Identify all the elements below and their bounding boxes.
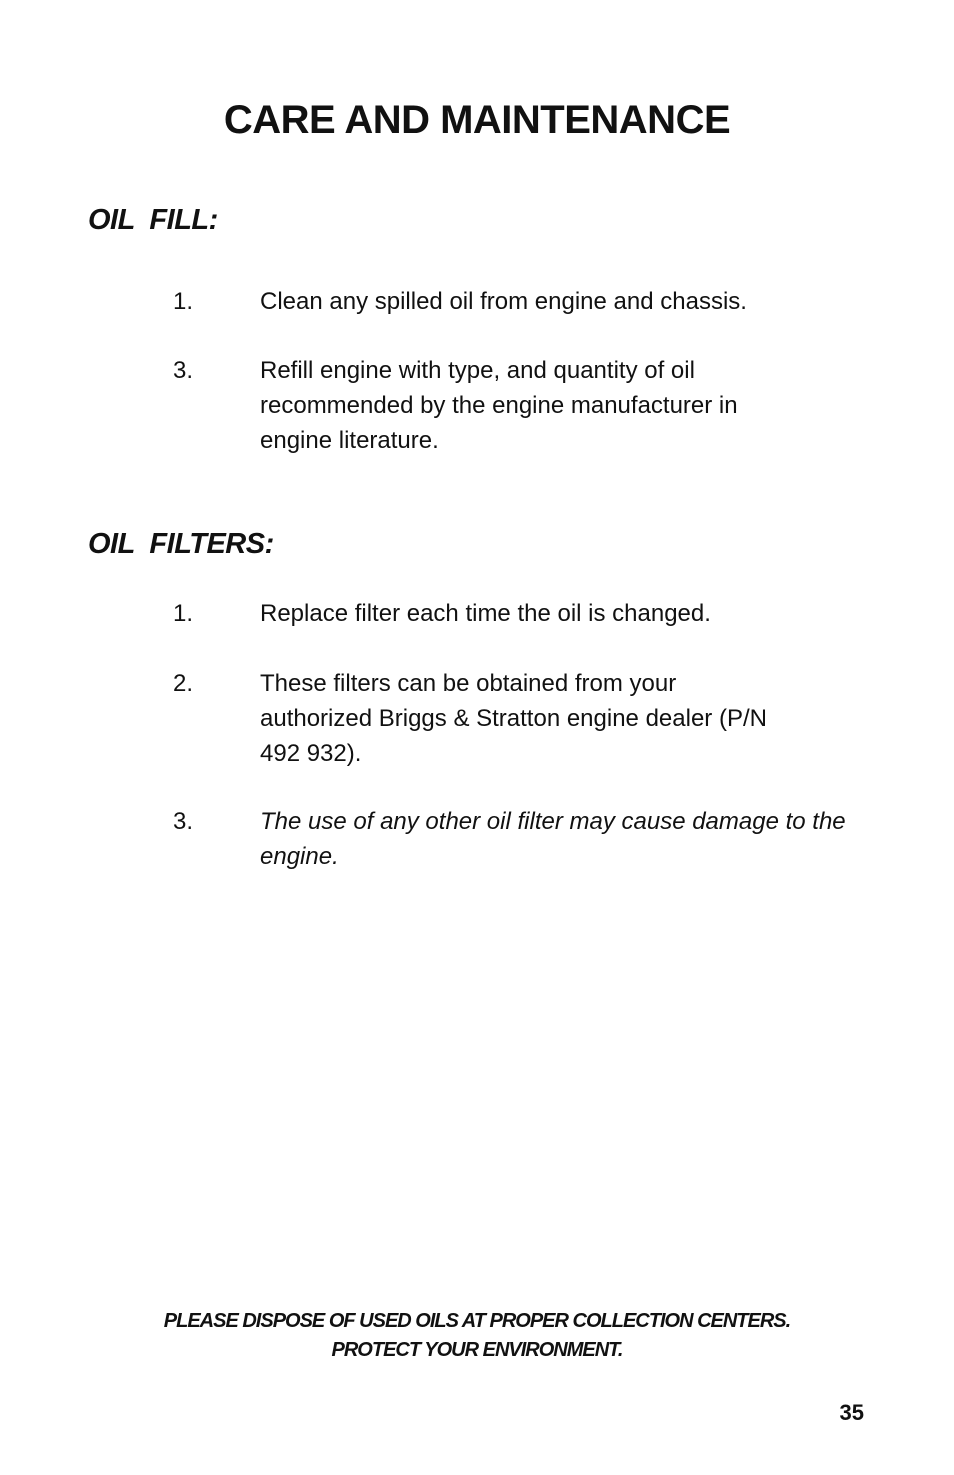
item-text-warning: The use of any other oil filter may cause damage to the engine. <box>260 808 846 870</box>
item-number: 3. <box>173 808 194 835</box>
footer-notice-line: PLEASE DISPOSE OF USED OILS AT PROPER COLLECTION CENTERS. <box>163 1310 791 1332</box>
item-text: Clean any spilled oil from engine and chassis. <box>260 288 747 315</box>
item-number: 3. <box>173 357 194 384</box>
item-text: Replace filter each time the oil is changed. <box>260 600 711 627</box>
footer-notice <box>0 1307 954 1365</box>
page-number: 35 <box>839 1400 864 1425</box>
footer-notice-line: PROTECT YOUR ENVIRONMENT. <box>331 1339 623 1361</box>
item-number: 1. <box>173 600 194 627</box>
item-text: Refill engine with type, and quantity of oil recommended by the engine manufacturer in engine literature. <box>260 357 738 454</box>
item-number: 2. <box>173 670 194 697</box>
section-heading-oil-filters: OIL FILTERS: <box>88 528 274 560</box>
item-text: These filters can be obtained from your authorized Briggs & Stratton engine dealer (P/N 492 932). <box>260 670 767 767</box>
section-heading-oil-fill: OIL FILL: <box>88 204 218 236</box>
item-number: 1. <box>173 288 194 315</box>
page-title: CARE AND MAINTENANCE <box>223 98 731 142</box>
